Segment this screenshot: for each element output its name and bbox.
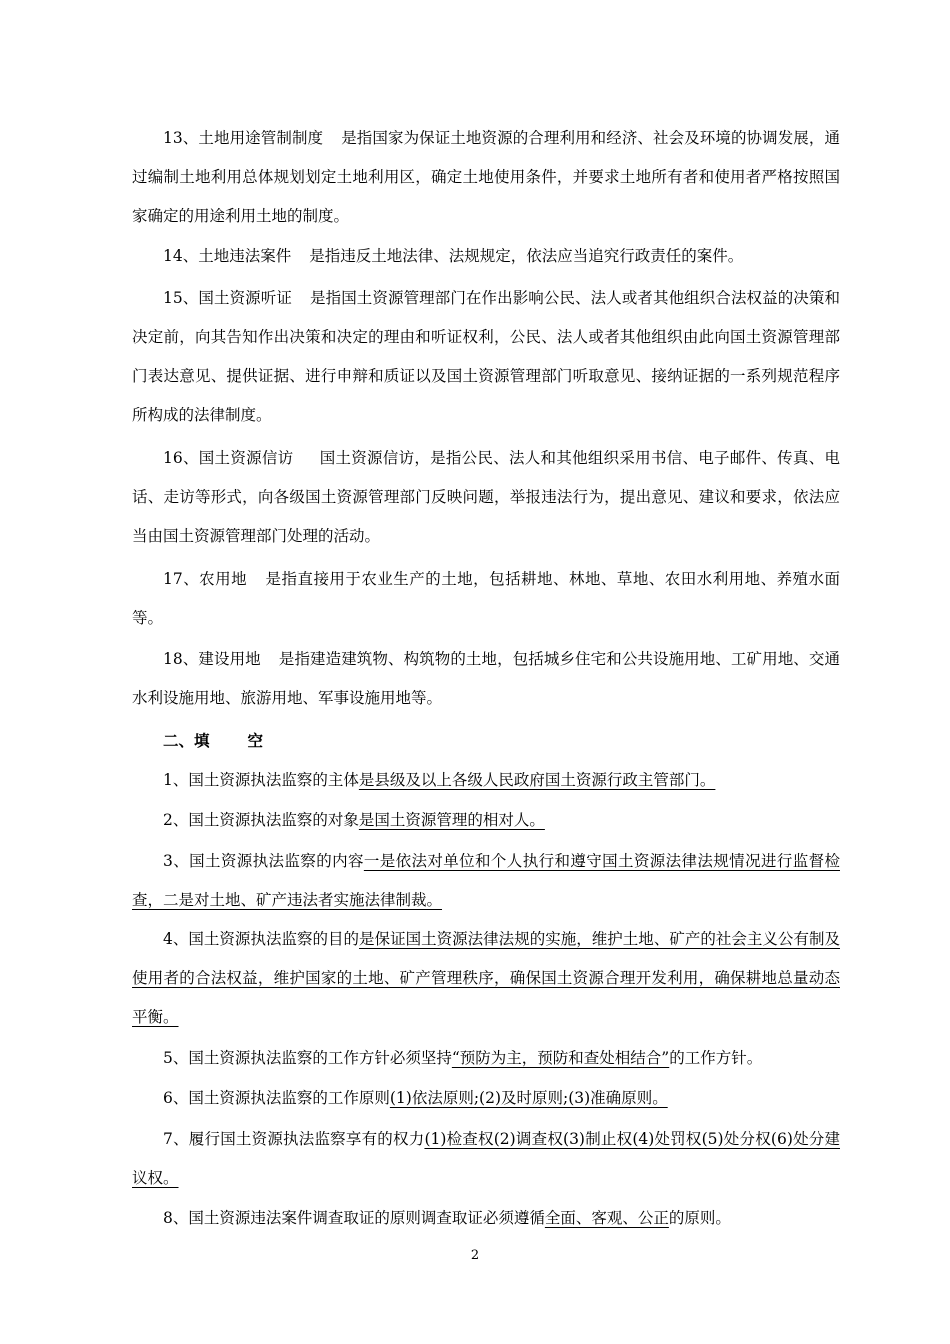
definition-text: 是指建造建筑物、构筑物的土地，包括城乡住宅和公共设施用地、工矿用地、交通水利设施用地、旅游用地、军事设施用地等。	[132, 650, 840, 707]
fill-item-2	[132, 801, 840, 840]
definition-text: 是指违反土地法律、法规规定，依法应当追究行政责任的案件。	[309, 247, 744, 265]
fill-item-7	[132, 1120, 840, 1198]
fill-answer: 是县级及以上各级人民政府国土资源行政主管部门。	[358, 771, 716, 789]
fill-answer: 是保证国土资源法律法规的实施，维护土地、矿产的社会主义公有制及使用者的合法权益，维护国家的土地、矿产管理秩序，确保国土资源合理开发利用，确保耕地总量动态平衡。	[132, 930, 840, 1026]
fill-prefix: 7、履行国土资源执法监察享有的权力	[163, 1130, 425, 1148]
fill-item-1	[132, 761, 840, 800]
definition-17	[132, 560, 840, 638]
fill-prefix: 1、国土资源执法监察的主体	[163, 771, 359, 789]
fill-prefix: 5、国土资源执法监察的工作方针必须坚持	[163, 1049, 452, 1067]
fill-prefix: 4、国土资源执法监察的目的	[163, 930, 360, 948]
fill-item-8: 8、国土资源违法案件调查取证的原则调查取证必须遵循全面、客观、公正的原则。	[163, 1209, 731, 1227]
fill-answer: 全面、客观、公正	[544, 1209, 669, 1227]
section-heading: 二、填 空	[163, 731, 264, 750]
fill-item-4	[132, 920, 840, 1037]
definition-14	[132, 237, 840, 276]
fill-prefix: 2、国土资源执法监察的对象	[163, 811, 359, 829]
term: 16、国土资源信访	[163, 449, 294, 467]
fill-answer: 是国土资源管理的相对人。	[358, 811, 545, 829]
definition-text: 国土资源信访，是指公民、法人和其他组织采用书信、电子邮件、传真、电话、走访等形式，向各级国土资源管理部门反映问题，举报违法行为，提出意见、建议和要求，依法应当由国土资源管理部门处理的活动。	[132, 449, 840, 545]
term: 15、国土资源听证	[163, 289, 292, 307]
fill-prefix: 8、国土资源违法案件调查取证的原则调查取证必须遵循	[163, 1209, 545, 1227]
term: 18、建设用地	[163, 650, 261, 668]
fill-item-6	[132, 1079, 840, 1118]
definition-16	[132, 439, 840, 556]
fill-answer: (1)依法原则;(2)及时原则;(3)准确原则。	[389, 1089, 668, 1107]
fill-answer: (1)检查权(2)调查权(3)制止权(4)处罚权(5)处分权(6)处分建议权。	[132, 1130, 840, 1187]
definition-text: 是指直接用于农业生产的土地，包括耕地、林地、草地、农田水利用地、养殖水面等。	[132, 570, 840, 627]
fill-answer: “预防为主，预防和查处相结合”	[451, 1049, 670, 1067]
definition-15	[132, 279, 840, 435]
fill-item-3	[132, 842, 840, 920]
fill-item-5: 5、国土资源执法监察的工作方针必须坚持“预防为主，预防和查处相结合”的工作方针。	[163, 1049, 763, 1067]
term: 13、土地用途管制制度	[163, 129, 324, 147]
term: 17、农用地	[163, 570, 248, 588]
fill-prefix: 3、国土资源执法监察的内容	[163, 852, 364, 870]
fill-prefix: 6、国土资源执法监察的工作原则	[163, 1089, 390, 1107]
page-number: 2	[470, 1248, 480, 1263]
term: 14、土地违法案件	[163, 247, 292, 265]
definition-text: 是指国家为保证土地资源的合理利用和经济、社会及环境的协调发展，通过编制土地利用总体规划划定土地利用区，确定土地使用条件，并要求土地所有者和使用者严格按照国家确定的用途利用土地的制度。	[132, 129, 840, 225]
definition-18	[132, 640, 840, 718]
definition-text: 是指国土资源管理部门在作出影响公民、法人或者其他组织合法权益的决策和决定前，向其告知作出决策和决定的理由和听证权利，公民、法人或者其他组织由此向国土资源管理部门表达意见、提供证据、进行申辩和质证以及国土资源管理部门听取意见、接纳证据的一系列规范程序所构成的法律制度。	[132, 289, 840, 424]
definition-13	[132, 119, 840, 236]
fill-answer: 一是依法对单位和个人执行和遵守国土资源法律法规情况进行监督检查，二是对土地、矿产违法者实施法律制裁。	[132, 852, 840, 909]
